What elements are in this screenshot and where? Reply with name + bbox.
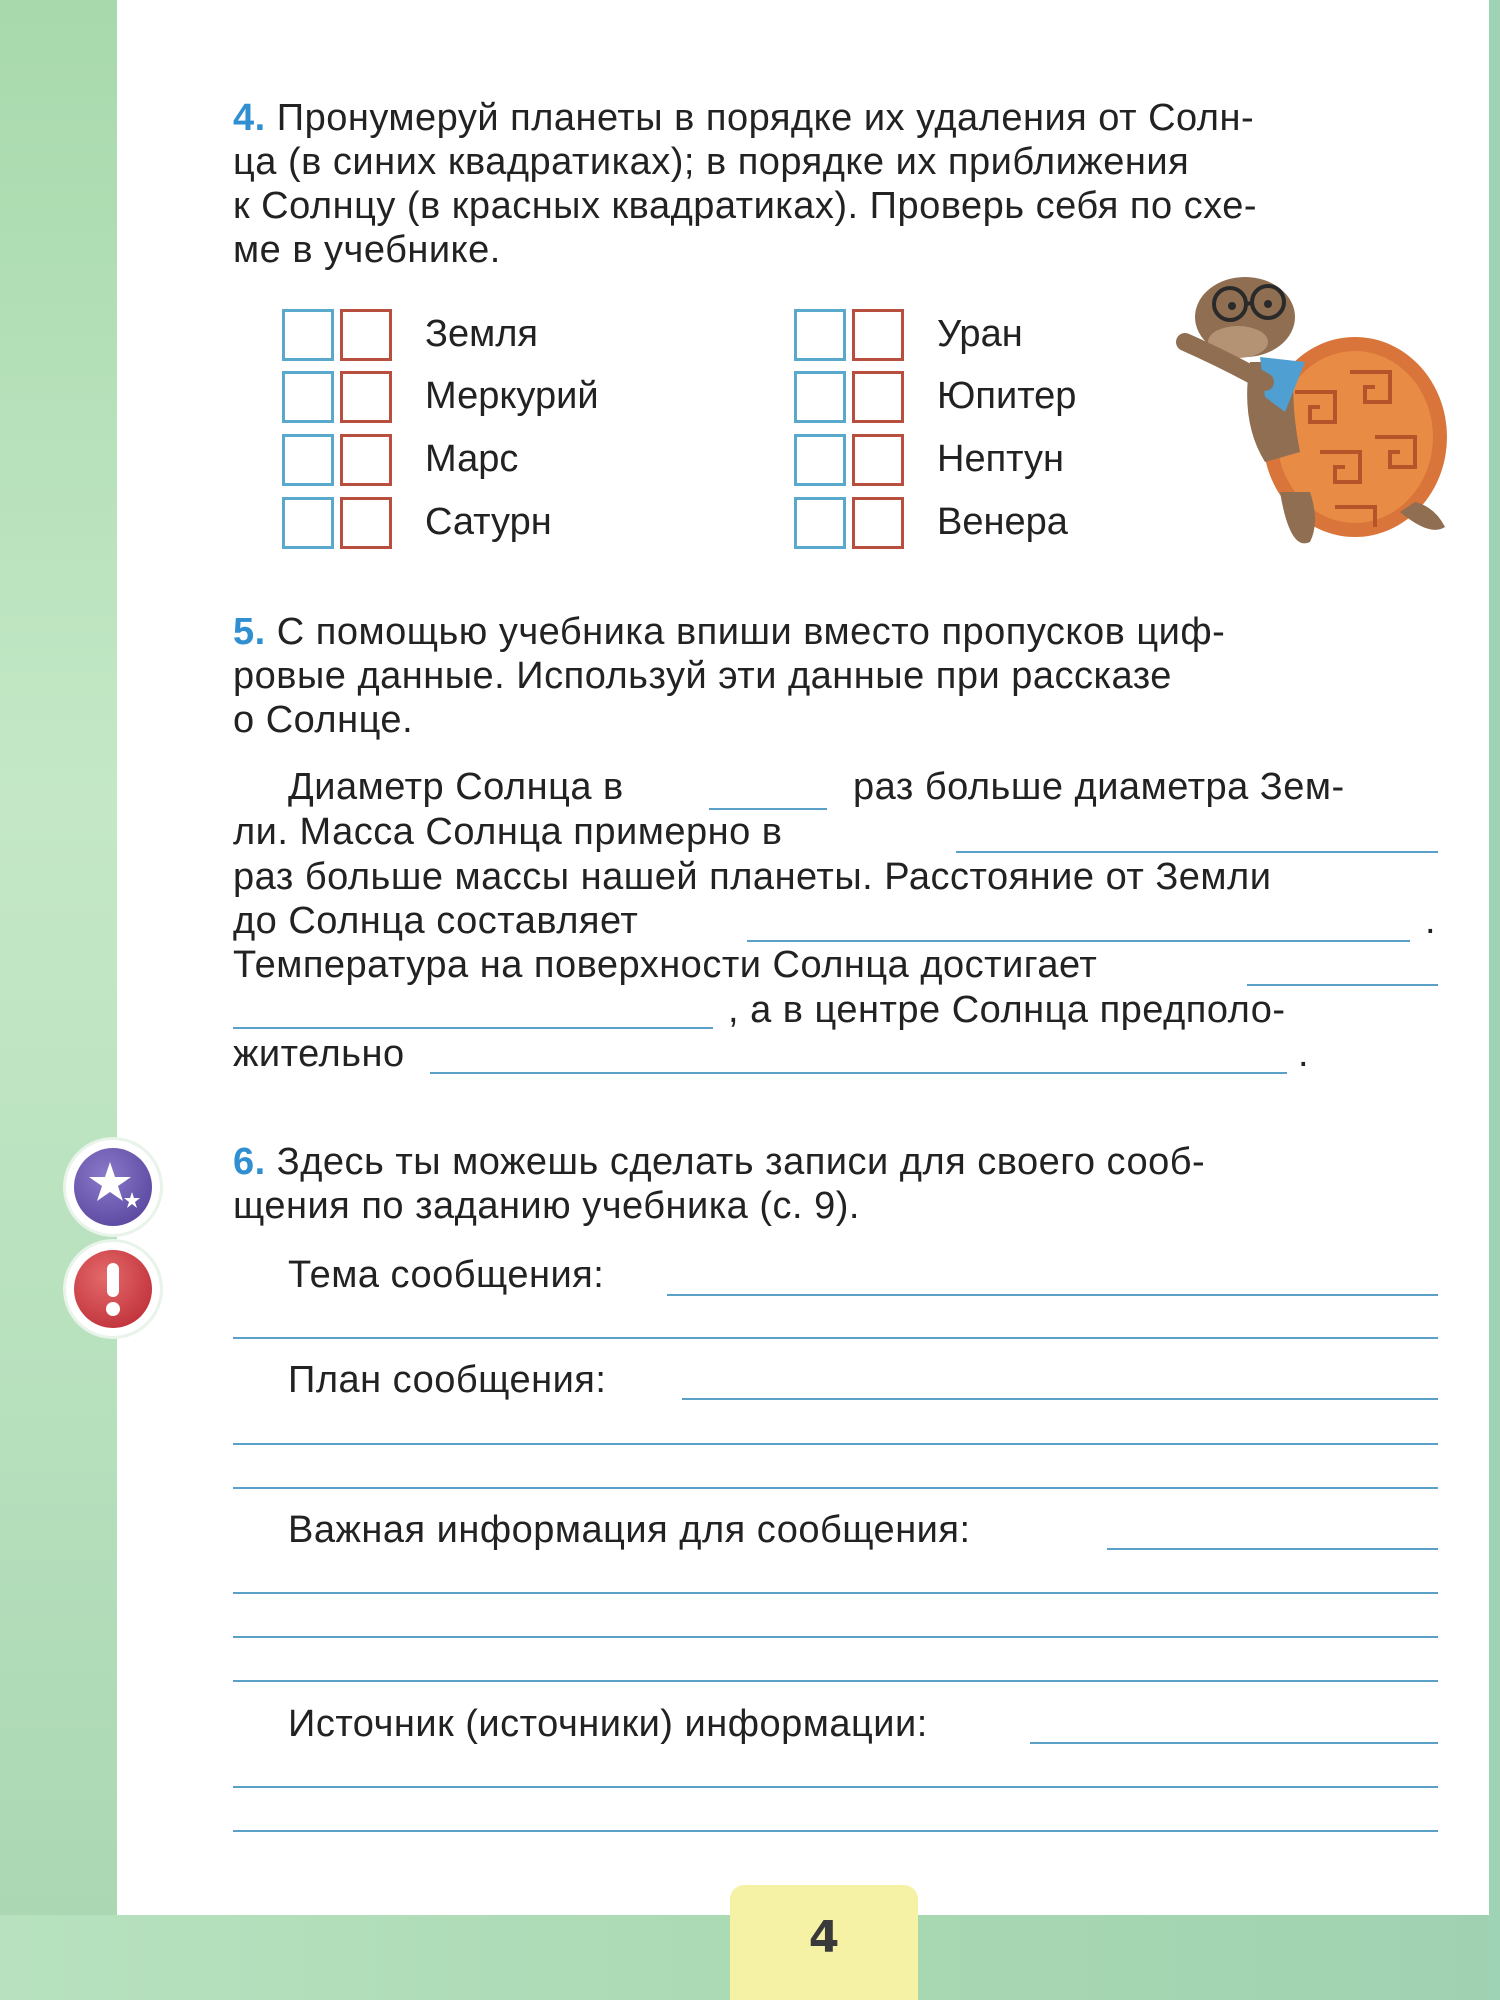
task-5-number: 5. [233, 611, 266, 653]
answer-line[interactable] [233, 1786, 1438, 1788]
blue-box[interactable] [282, 497, 334, 549]
task-6-line-2: щения по заданию учебника (с. 9). [233, 1185, 860, 1227]
source-label: Источник (источники) информации: [288, 1703, 928, 1745]
task-6-number: 6. [233, 1141, 266, 1183]
answer-line[interactable] [747, 940, 1410, 942]
stars-icon [74, 1148, 152, 1226]
task-6-line-1: 6. Здесь ты можешь сделать записи для своего сооб- [233, 1141, 1206, 1183]
blue-box[interactable] [794, 371, 846, 423]
blue-box[interactable] [282, 371, 334, 423]
planet-name: Нептун [937, 438, 1064, 480]
plan-label: План сообщения: [288, 1359, 607, 1401]
red-box[interactable] [852, 497, 904, 549]
topic-line[interactable] [667, 1294, 1438, 1296]
blue-box[interactable] [282, 309, 334, 361]
task-5-line-1: 5. С помощью учебника впиши вместо пропусков циф- [233, 611, 1226, 653]
red-box[interactable] [852, 434, 904, 486]
exclamation-icon [74, 1250, 152, 1328]
planet-name: Меркурий [425, 375, 599, 417]
red-box[interactable] [340, 309, 392, 361]
task-5-text: раз больше массы нашей планеты. Расстояние от Земли [233, 856, 1272, 898]
task-5-text: жительно [233, 1033, 405, 1075]
blue-box[interactable] [794, 309, 846, 361]
planet-name: Юпитер [937, 375, 1077, 417]
info-label: Важная информация для сообщения: [288, 1509, 971, 1551]
task-4-line-1: 4. Пронумеруй планеты в порядке их удаления от Солн- [233, 97, 1255, 139]
answer-line[interactable] [233, 1337, 1438, 1339]
task-4-line-3: к Солнцу (в красных квадратиках). Проверь себя по схе- [233, 185, 1258, 227]
blue-box[interactable] [282, 434, 334, 486]
answer-line[interactable] [233, 1592, 1438, 1594]
task-5-text: ли. Масса Солнца примерно в [233, 811, 783, 853]
answer-line[interactable] [709, 808, 827, 810]
blue-box[interactable] [794, 434, 846, 486]
stars-icon-badge [66, 1140, 160, 1234]
answer-line[interactable] [233, 1830, 1438, 1832]
answer-line[interactable] [430, 1072, 1287, 1074]
task-5-text: . [1298, 1033, 1310, 1075]
task-5-text: . [1425, 900, 1437, 942]
task-4-number: 4. [233, 97, 266, 139]
red-box[interactable] [852, 371, 904, 423]
red-box[interactable] [340, 497, 392, 549]
answer-line[interactable] [233, 1443, 1438, 1445]
topic-label: Тема сообщения: [288, 1254, 605, 1296]
red-box[interactable] [340, 434, 392, 486]
task-5-text: , а в центре Солнца предполо- [728, 989, 1286, 1031]
source-line[interactable] [1030, 1742, 1438, 1744]
planet-name: Уран [937, 313, 1023, 355]
exclamation-icon-badge [66, 1242, 160, 1336]
task-5-line-3: о Солнце. [233, 699, 414, 741]
task-5-text: раз больше диаметра Зем- [853, 766, 1345, 808]
turtle-illustration [1170, 262, 1450, 562]
answer-line[interactable] [1247, 984, 1438, 986]
red-box[interactable] [852, 309, 904, 361]
planet-name: Венера [937, 501, 1068, 543]
planet-name: Земля [425, 313, 538, 355]
task-4-line-4: ме в учебнике. [233, 229, 501, 271]
blue-box[interactable] [794, 497, 846, 549]
red-box[interactable] [340, 371, 392, 423]
background-right-strip [1488, 0, 1500, 2000]
task-5-text: Диаметр Солнца в [288, 766, 624, 808]
answer-line[interactable] [233, 1027, 713, 1029]
planet-name: Марс [425, 438, 519, 480]
task-5-text: до Солнца составляет [233, 900, 639, 942]
info-line[interactable] [1107, 1548, 1438, 1550]
answer-line[interactable] [233, 1680, 1438, 1682]
task-4-line-2: ца (в синих квадратиках); в порядке их приближения [233, 141, 1190, 183]
task-5-line-2: ровые данные. Используй эти данные при рассказе [233, 655, 1172, 697]
answer-line[interactable] [233, 1487, 1438, 1489]
task-5-text: Температура на поверхности Солнца достигает [233, 944, 1098, 986]
plan-line[interactable] [682, 1398, 1438, 1400]
page-number-tab [730, 1885, 918, 2000]
background-left-strip [0, 0, 120, 2000]
planet-name: Сатурн [425, 501, 552, 543]
page-number: 4 [808, 1912, 840, 1963]
answer-line[interactable] [956, 851, 1438, 853]
answer-line[interactable] [233, 1636, 1438, 1638]
